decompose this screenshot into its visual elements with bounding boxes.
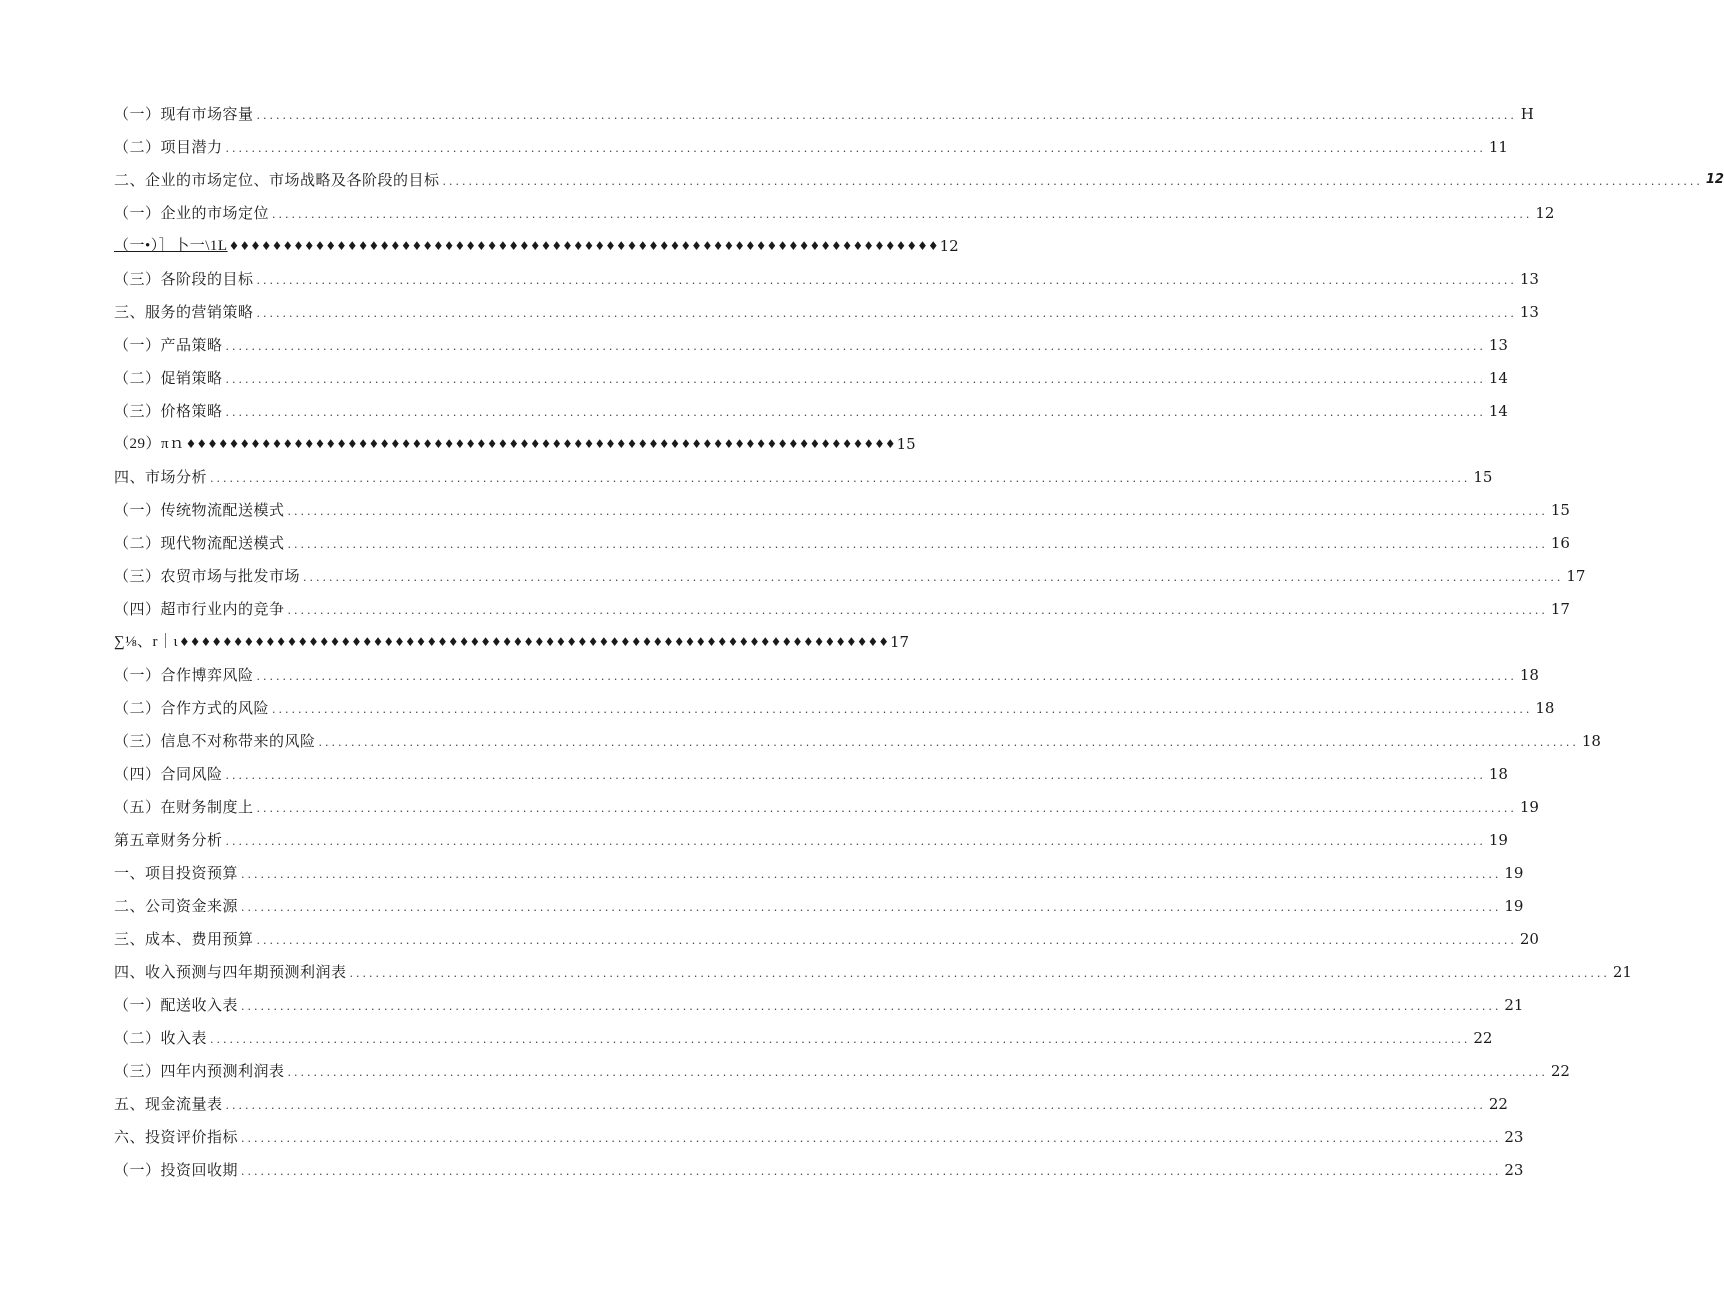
toc-entry-title: （二）合作方式的风险 <box>114 698 270 717</box>
toc-entry-page: 18 <box>1519 665 1539 684</box>
toc-entry-page: 18 <box>1581 731 1601 750</box>
toc-entry-title: （二）现代物流配送模式 <box>114 533 285 552</box>
toc-entry-page: 20 <box>1519 929 1539 948</box>
toc-entry <box>114 1054 1570 1087</box>
toc-entry-page: 13 <box>1488 335 1508 354</box>
toc-entry-title: （五）在财务制度上 <box>114 797 254 816</box>
toc-leader-dots: .................................................................................................................................................................................................. <box>318 735 1579 749</box>
toc-entry-title: 二、企业的市场定位、市场战略及各阶段的目标 <box>114 170 440 189</box>
toc-entry <box>114 295 1539 328</box>
toc-entry-page: 16 <box>1550 533 1570 552</box>
toc-entry <box>114 526 1570 559</box>
toc-leader-diamonds: ♦♦♦♦♦♦♦♦♦♦♦♦♦♦♦♦♦♦♦♦♦♦♦♦♦♦♦♦♦♦♦♦♦♦♦♦♦♦♦♦♦♦♦♦♦♦♦♦♦♦♦♦♦♦♦♦♦♦♦♦♦♦♦♦♦♦ <box>228 238 939 253</box>
toc-entry-title: （一）企业的市场定位 <box>114 203 270 222</box>
toc-entry-title: （三）四年内预测利润表 <box>114 1061 285 1080</box>
toc-entry <box>114 163 1724 196</box>
toc-entry-title: 一、项目投资预算 <box>114 863 239 882</box>
toc-entry-page: 17 <box>1550 599 1570 618</box>
toc-entry-page: 17 <box>1566 566 1586 585</box>
toc-entry-page: 21 <box>1612 962 1632 981</box>
toc-leader-diamonds: ♦♦♦♦♦♦♦♦♦♦♦♦♦♦♦♦♦♦♦♦♦♦♦♦♦♦♦♦♦♦♦♦♦♦♦♦♦♦♦♦♦♦♦♦♦♦♦♦♦♦♦♦♦♦♦♦♦♦♦♦♦♦♦♦♦♦ <box>178 634 889 649</box>
toc-entry-page: 15 <box>1473 467 1493 486</box>
toc-entry <box>114 724 1601 757</box>
toc-entry-page: 13 <box>1519 302 1539 321</box>
toc-leader-dots: .................................................................................................................................................................................................. <box>225 834 1486 848</box>
toc-entry-title: 第五章财务分析 <box>114 830 223 849</box>
toc-entry-title: （一）配送收入表 <box>114 995 239 1014</box>
toc-leader-dots: .................................................................................................................................................................................................. <box>256 273 1517 287</box>
toc-leader-dots: .................................................................................................................................................................................................. <box>272 207 1533 221</box>
toc-entry <box>114 592 1570 625</box>
toc-entry-title: 四、市场分析 <box>114 467 208 486</box>
toc-leader-dots: .................................................................................................................................................................................................. <box>225 1098 1486 1112</box>
toc-entry-page: 19 <box>1504 863 1524 882</box>
toc-entry-title: （三）农贸市场与批发市场 <box>114 566 301 585</box>
toc-leader-dots: .................................................................................................................................................................................................. <box>287 1065 1548 1079</box>
toc-leader-dots: .................................................................................................................................................................................................. <box>241 900 1502 914</box>
toc-leader-dots: .................................................................................................................................................................................................. <box>287 504 1548 518</box>
toc-entry <box>114 955 1632 988</box>
toc-entry-page: 23 <box>1504 1160 1524 1179</box>
toc-entry-garbled <box>114 229 959 262</box>
toc-leader-dots: .................................................................................................................................................................................................. <box>210 471 1471 485</box>
toc-entry-page: 22 <box>1488 1094 1508 1113</box>
toc-leader-dots: .................................................................................................................................................................................................. <box>272 702 1533 716</box>
toc-leader-dots: .................................................................................................................................................................................................. <box>225 141 1486 155</box>
toc-entry-page: 15 <box>1550 500 1570 519</box>
toc-leader-dots: .................................................................................................................................................................................................. <box>241 867 1502 881</box>
toc-entry <box>114 394 1508 427</box>
toc-entry <box>114 460 1493 493</box>
toc-entry <box>114 691 1555 724</box>
toc-leader-dots: .................................................................................................................................................................................................. <box>256 933 1517 947</box>
toc-leader-dots: .................................................................................................................................................................................................. <box>256 801 1517 815</box>
toc-entry-title: （三）各阶段的目标 <box>114 269 254 288</box>
toc-leader-dots: .................................................................................................................................................................................................. <box>256 669 1517 683</box>
toc-entry-title: （三）价格策略 <box>114 401 223 420</box>
table-of-contents <box>114 97 1724 1186</box>
toc-leader-dots: .................................................................................................................................................................................................. <box>225 372 1486 386</box>
toc-entry <box>114 559 1586 592</box>
toc-entry-title: （一）现有市场容量 <box>114 104 254 123</box>
toc-entry <box>114 130 1508 163</box>
toc-entry-page: 13 <box>1519 269 1539 288</box>
toc-entry-title: 三、成本、费用预算 <box>114 929 254 948</box>
toc-entry-title: 四、收入预测与四年期预测利润表 <box>114 962 347 981</box>
toc-entry-garbled <box>114 427 916 460</box>
toc-entry-title: （一）产品策略 <box>114 335 223 354</box>
toc-entry-page: 23 <box>1504 1127 1524 1146</box>
toc-entry <box>114 1120 1524 1153</box>
toc-entry-page: 19 <box>1519 797 1539 816</box>
toc-entry-title: （二）收入表 <box>114 1028 208 1047</box>
toc-entry-title: 三、服务的营销策略 <box>114 302 254 321</box>
toc-entry <box>114 1153 1524 1186</box>
toc-entry-page: 14 <box>1488 401 1508 420</box>
toc-entry <box>114 889 1524 922</box>
toc-entry <box>114 262 1539 295</box>
toc-leader-dots: .................................................................................................................................................................................................. <box>303 570 1564 584</box>
toc-entry-page: 12 <box>939 236 959 255</box>
toc-leader-dots: .................................................................................................................................................................................................. <box>256 108 1517 122</box>
toc-entry <box>114 1087 1508 1120</box>
toc-entry <box>114 790 1539 823</box>
toc-entry-title: ∑⅛、r｜ι <box>114 633 178 650</box>
toc-entry-page: 21 <box>1504 995 1524 1014</box>
toc-entry-title: 六、投资评价指标 <box>114 1127 239 1146</box>
toc-leader-dots: .................................................................................................................................................................................................. <box>210 1032 1471 1046</box>
toc-leader-dots: .................................................................................................................................................................................................. <box>241 1164 1502 1178</box>
toc-entry <box>114 97 1534 130</box>
toc-entry-title: （一•）］卜一\1L <box>114 237 228 254</box>
toc-entry <box>114 196 1555 229</box>
toc-entry <box>114 1021 1493 1054</box>
toc-entry <box>114 823 1508 856</box>
toc-entry-title: （29）πｎ <box>114 435 185 452</box>
toc-entry-title: 二、公司资金来源 <box>114 896 239 915</box>
toc-entry-page: 18 <box>1535 698 1555 717</box>
toc-entry-title: （一）投资回收期 <box>114 1160 239 1179</box>
toc-leader-dots: .................................................................................................................................................................................................. <box>225 405 1486 419</box>
toc-entry <box>114 856 1524 889</box>
toc-leader-dots: .................................................................................................................................................................................................. <box>287 603 1548 617</box>
toc-entry <box>114 658 1539 691</box>
toc-leader-dots: .................................................................................................................................................................................................. <box>287 537 1548 551</box>
toc-leader-dots: .................................................................................................................................................................................................. <box>225 768 1486 782</box>
toc-entry-page: 12 <box>1535 203 1555 222</box>
toc-entry-title: 五、现金流量表 <box>114 1094 223 1113</box>
toc-entry-page: 19 <box>1504 896 1524 915</box>
toc-entry <box>114 361 1508 394</box>
toc-entry-page: 17 <box>890 632 910 651</box>
toc-leader-dots: .................................................................................................................................................................................................. <box>442 174 1703 188</box>
toc-entry-page: H <box>1520 104 1534 123</box>
toc-entry-title: （二）项目潜力 <box>114 137 223 156</box>
toc-leader-dots: .................................................................................................................................................................................................. <box>349 966 1610 980</box>
toc-entry-page: 15 <box>896 434 916 453</box>
toc-leader-dots: .................................................................................................................................................................................................. <box>241 999 1502 1013</box>
toc-entry <box>114 493 1570 526</box>
toc-entry-page: 12 <box>1705 171 1724 187</box>
toc-entry <box>114 922 1539 955</box>
toc-entry-page: 14 <box>1488 368 1508 387</box>
toc-leader-dots: .................................................................................................................................................................................................. <box>256 306 1517 320</box>
toc-entry-page: 22 <box>1550 1061 1570 1080</box>
toc-entry-page: 18 <box>1488 764 1508 783</box>
toc-entry-page: 22 <box>1473 1028 1493 1047</box>
toc-entry-garbled <box>114 625 910 658</box>
toc-entry <box>114 328 1508 361</box>
toc-entry-page: 19 <box>1488 830 1508 849</box>
toc-entry-page: 11 <box>1488 137 1508 156</box>
toc-leader-dots: .................................................................................................................................................................................................. <box>225 339 1486 353</box>
toc-entry <box>114 988 1524 1021</box>
toc-entry-title: （三）信息不对称带来的风险 <box>114 731 316 750</box>
toc-entry-title: （二）促销策略 <box>114 368 223 387</box>
toc-entry-title: （四）超市行业内的竞争 <box>114 599 285 618</box>
toc-entry <box>114 757 1508 790</box>
toc-entry-title: （一）传统物流配送模式 <box>114 500 285 519</box>
toc-leader-dots: .................................................................................................................................................................................................. <box>241 1131 1502 1145</box>
toc-entry-title: （四）合同风险 <box>114 764 223 783</box>
toc-entry-title: （一）合作博弈风险 <box>114 665 254 684</box>
toc-leader-diamonds: ♦♦♦♦♦♦♦♦♦♦♦♦♦♦♦♦♦♦♦♦♦♦♦♦♦♦♦♦♦♦♦♦♦♦♦♦♦♦♦♦♦♦♦♦♦♦♦♦♦♦♦♦♦♦♦♦♦♦♦♦♦♦♦♦♦♦ <box>185 436 896 451</box>
